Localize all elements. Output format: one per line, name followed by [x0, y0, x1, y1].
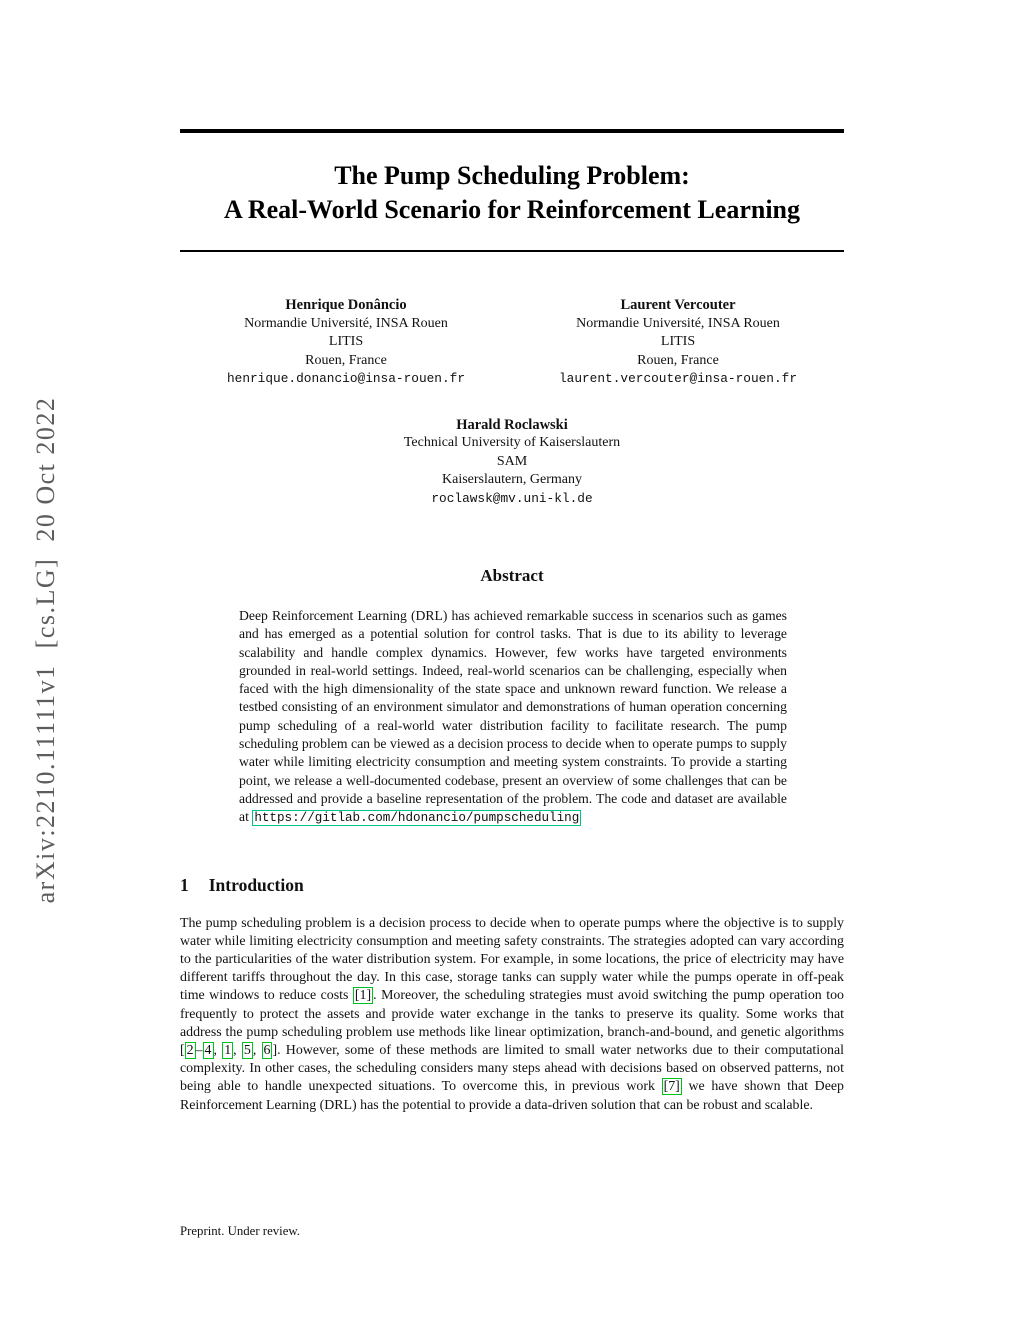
author-affiliation: Rouen, France	[637, 352, 719, 368]
section-heading-introduction	[180, 875, 844, 896]
text-run: Deep Reinforcement Learning (DRL) has achieved remarkable success in scenarios such as games and has emerged as a potential solution for control tasks. That is due to its ability to leverage scalability and handle complex dynamics. However, few works have targeted environments grounded in real-world settings. Indeed, real-world scenarios can be challenging, especially when faced with the high dimensionality of the state space and unknown reward function. We release a testbed consisting of an environment simulator and demonstrations of human operation concerning pump scheduling of a real-world water distribution facility to facilitate research. The pump scheduling problem can be viewed as a decision process to decide when to operate pumps to supply water while limiting electricity consumption and meeting system constraints. To provide a starting point, we release a well-documented codebase, present an overview of some challenges that can be addressed and provide a baseline representation of the problem. The code and dataset are available at	[239, 608, 787, 825]
citation-link[interactable]: 1	[224, 1042, 232, 1058]
author-email[interactable]: henrique.donancio@insa-rouen.fr	[226, 371, 466, 386]
external-url-link[interactable]: https://gitlab.com/hdonancio/pumpscheduling	[254, 811, 580, 826]
author-affiliation: SAM	[496, 453, 528, 469]
text-run: –	[195, 1042, 203, 1058]
introduction-paragraph	[180, 915, 844, 1115]
citation-link[interactable]: [1]	[354, 988, 372, 1004]
abstract-paragraph	[239, 607, 787, 828]
citation-link[interactable]: [7]	[663, 1079, 680, 1095]
author-email[interactable]: laurent.vercouter@insa-rouen.fr	[558, 371, 798, 386]
paper-content	[180, 0, 844, 1325]
author-affiliation: Normandie Université, INSA Rouen	[576, 315, 780, 331]
section-title: Introduction	[208, 874, 304, 895]
abstract-heading: Abstract	[480, 566, 544, 585]
author-affiliation: Kaiserslautern, Germany	[442, 472, 582, 487]
citation-link[interactable]: 5	[243, 1042, 251, 1058]
title-rule-bottom	[180, 250, 844, 252]
author-affiliation: Normandie Université, INSA Rouen	[244, 315, 448, 331]
text-run: ,	[233, 1042, 242, 1058]
author-name: Laurent Vercouter	[620, 297, 736, 313]
text-run: we have shown that Deep Reinforcement Learning (DRL) has the potential to provide a data-driven solution that can be robust and scalable.	[180, 1079, 844, 1113]
author-affiliation: LITIS	[660, 334, 696, 349]
author-name: Henrique Donâncio	[285, 297, 407, 313]
title-rule-top	[180, 129, 844, 133]
author-affiliation: Rouen, France	[305, 352, 387, 368]
author-affiliation: LITIS	[328, 334, 364, 349]
author-name: Harald Roclawski	[456, 416, 568, 433]
authors-row	[180, 296, 844, 389]
text-run: ]. However, some of these methods are limited to small water networks due to their computational complexity. In other cases, the scheduling considers many steps ahead with decisions based on observed patterns, not being able to handle unexpected situations. To overcome this, in previous work	[180, 1042, 844, 1095]
paper-title-line2: A Real-World Scenario for Reinforcement Learning	[223, 195, 800, 224]
footer-note: Preprint. Under review.	[180, 1224, 300, 1238]
paper-title-line1: The Pump Scheduling Problem:	[334, 161, 690, 190]
citation-link[interactable]: 4	[204, 1042, 212, 1058]
author-block-1	[180, 296, 512, 389]
author-block-2	[512, 296, 844, 389]
author-affiliation: Technical University of Kaiserslautern	[403, 435, 621, 450]
authors-row-center	[180, 416, 844, 509]
text-run: The pump scheduling problem is a decision process to decide when to operate pumps where the objective is to supply water while limiting electricity consumption and meeting safety constraints. The strategies adopted can vary according to the particularities of the water distribution system. For example, in some locations, the price of electricity may have different tariffs throughout the day. In this case, storage tanks can supply water while the pumps operate in off-peak time windows to reduce costs	[180, 915, 844, 1004]
paper-title	[180, 159, 844, 227]
citation-link[interactable]: 2	[186, 1042, 194, 1058]
section-number: 1	[180, 874, 189, 895]
arxiv-watermark: arXiv:2210.11111v1 [cs.LG] 20 Oct 2022	[31, 396, 60, 904]
text-run: ,	[252, 1042, 262, 1058]
author-email[interactable]: roclawsk@mv.uni-kl.de	[431, 490, 593, 506]
citation-link[interactable]: 6	[263, 1042, 271, 1058]
text-run: ,	[213, 1042, 223, 1058]
author-block-3	[180, 416, 844, 509]
text-run: . Moreover, the scheduling strategies must avoid switching the pump operation too frequently to protect the assets and provide water exchange in the tanks to preserve its quality. Some works that address the pump scheduling problem use methods like linear optimization, branch-and-bound, and genetic algorithms [	[180, 988, 844, 1058]
